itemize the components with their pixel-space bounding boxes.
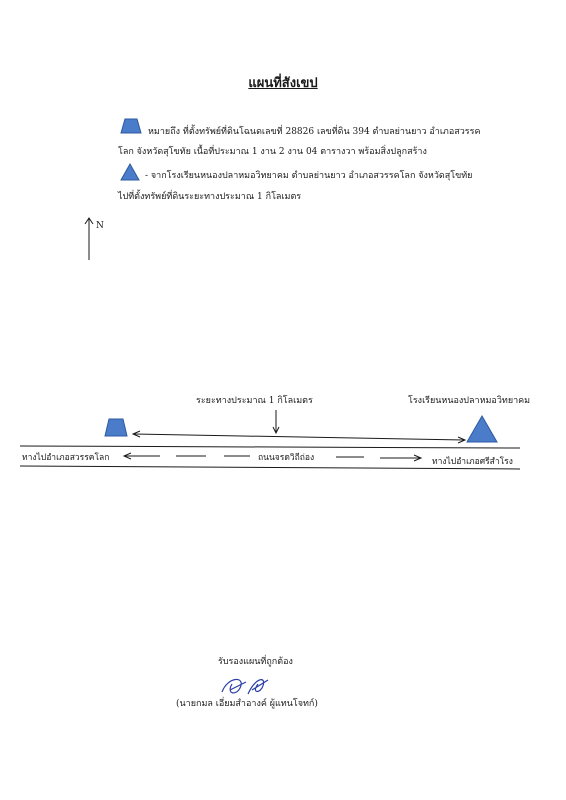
school-label: โรงเรียนหนองปลาหมอวิทยาคม	[408, 396, 531, 406]
legend-parcel-line1: หมายถึง ที่ตั้งทรัพย์ที่ดินโฉนดเลขที่ 28826 เลขที่ดิน 394 ตำบลย่านยาว อำเภอสวรรค	[148, 127, 481, 137]
right-direction-label: ทางไปอำเภอศรีสำโรง	[432, 457, 513, 467]
certification-text: รับรองแผนที่ถูกต้อง	[218, 657, 293, 667]
legend-school-line1: - จากโรงเรียนหนองปลาหมอวิทยาคม ตำบลย่านยาว อำเภอสวรรคโลก จังหวัดสุโขทัย	[145, 171, 473, 181]
page-title: แผนที่สังเขป	[248, 76, 318, 91]
road-name-label: ถนนจรดวิถีถ่อง	[258, 453, 315, 463]
left-direction-label: ทางไปอำเภอสวรรคโลก	[22, 453, 110, 463]
distance-line	[134, 434, 464, 440]
school-marker-icon	[467, 416, 497, 442]
parcel-marker-icon	[105, 419, 127, 436]
legend-school-line2: ไปที่ตั้งทรัพย์ที่ดินระยะทางประมาณ 1 กิโลเมตร	[118, 192, 302, 202]
signer-name: (นายกมล เอี่ยมสำอางค์ ผู้แทนโจทก์)	[176, 699, 318, 709]
north-label: N	[96, 221, 104, 231]
road-edge-top	[20, 446, 520, 448]
signature-icon	[222, 679, 268, 694]
distance-label: ระยะทางประมาณ 1 กิโลเมตร	[196, 396, 313, 406]
legend-parcel-line2: โลก จังหวัดสุโขทัย เนื้อที่ประมาณ 1 งาน 2 งาน 04 ตารางวา พร้อมสิ่งปลูกสร้าง	[118, 147, 427, 157]
